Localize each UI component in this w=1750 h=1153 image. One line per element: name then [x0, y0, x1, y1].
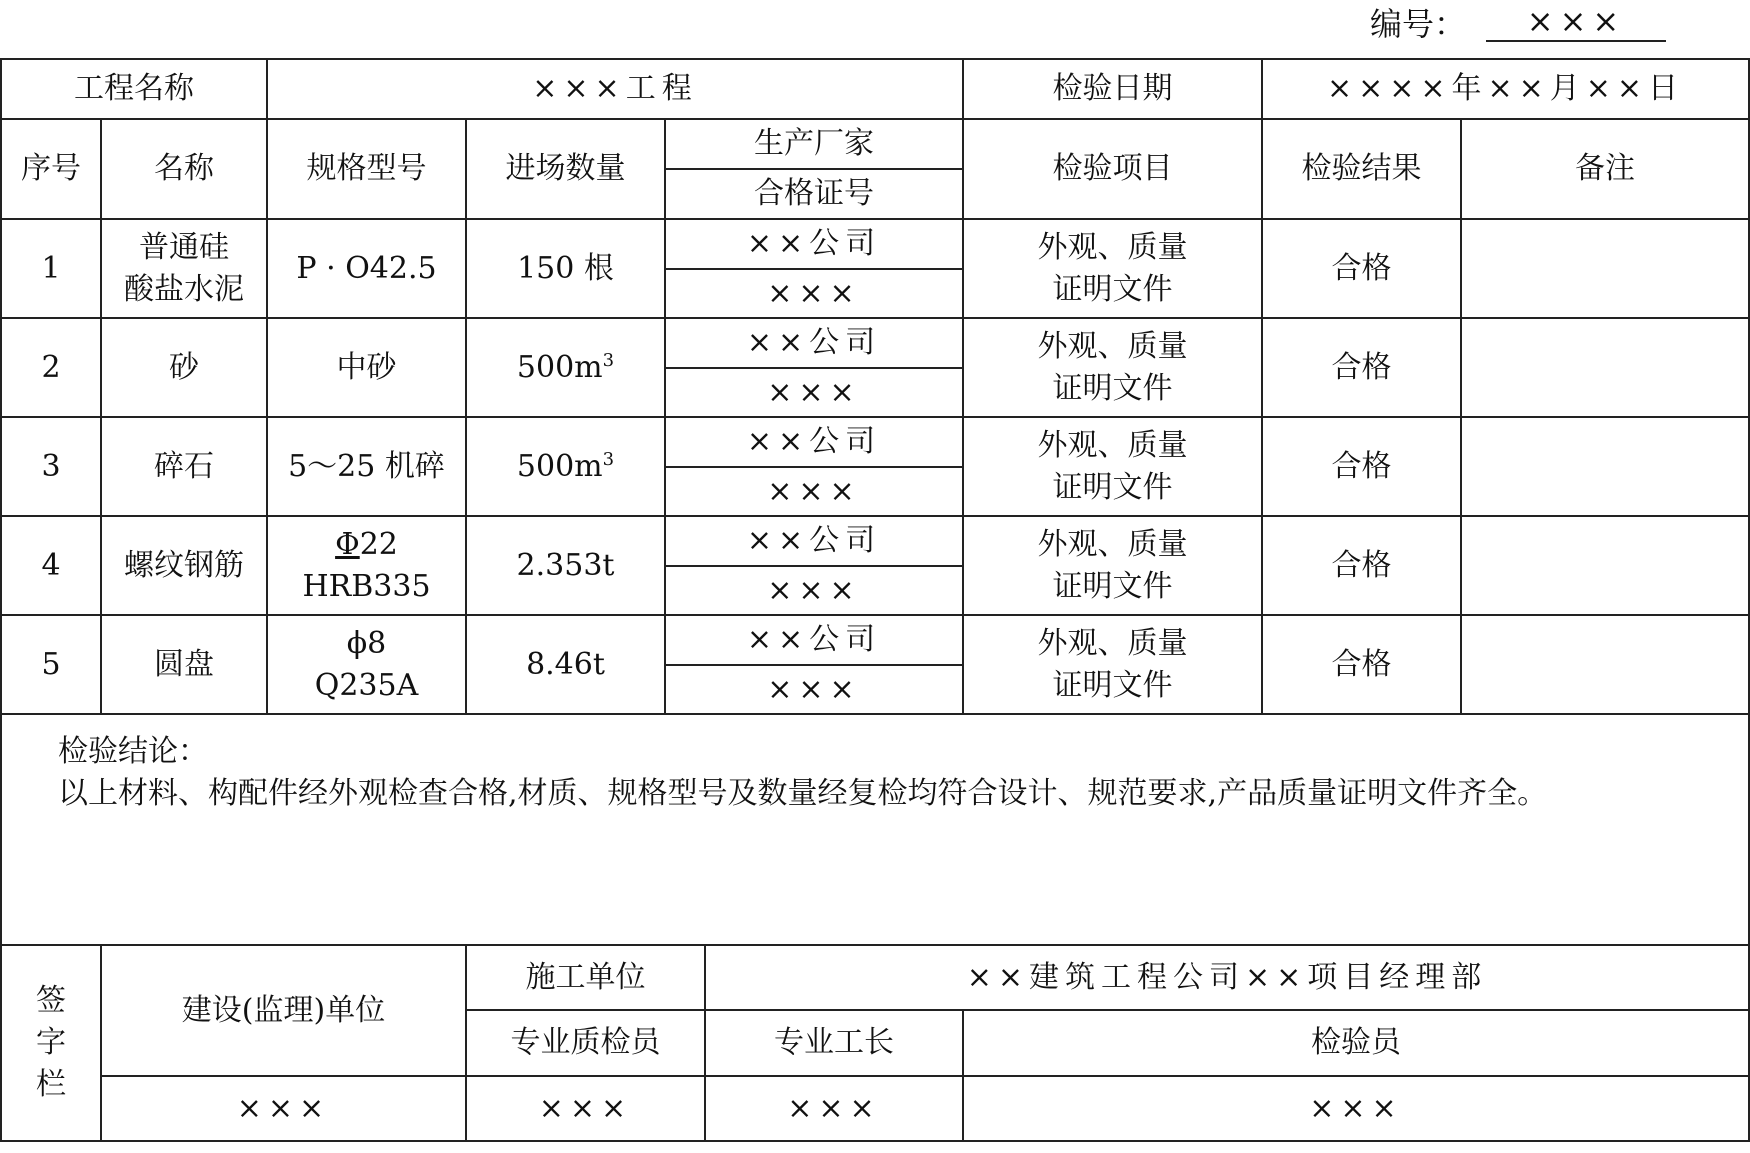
row-quantity: 8.46t	[466, 615, 665, 714]
row-result: 合格	[1262, 615, 1461, 714]
row-spec: 中砂	[267, 318, 466, 417]
table-row	[1, 615, 1749, 665]
row-certificate: ×××	[665, 566, 963, 615]
tester-signature: ×××	[963, 1076, 1749, 1141]
row-spec: P · O42.5	[267, 219, 466, 318]
row-name: 螺纹钢筋	[101, 516, 267, 615]
col-header-items: 检验项目	[963, 119, 1262, 219]
row-name: 砂	[101, 318, 267, 417]
rebar-grade-symbol: Φ	[335, 526, 360, 562]
col-header-seq: 序号	[1, 119, 101, 219]
conclusion-row	[1, 714, 1749, 945]
row-remarks	[1461, 615, 1749, 714]
col-header-name: 名称	[101, 119, 267, 219]
row-certificate: ×××	[665, 467, 963, 516]
col-header-quantity: 进场数量	[466, 119, 665, 219]
row-remarks	[1461, 219, 1749, 318]
table-row	[1, 219, 1749, 269]
column-header-row	[1, 119, 1749, 169]
row-spec: Φ22 HRB335	[267, 516, 466, 615]
foreman-signature: ×××	[705, 1076, 963, 1141]
row-items: 外观、质量 证明文件	[963, 219, 1262, 318]
row-spec: 5～25 机碎	[267, 417, 466, 516]
contractor-name: ××建筑工程公司××项目经理部	[705, 945, 1749, 1010]
row-result: 合格	[1262, 417, 1461, 516]
inspection-date-label: 检验日期	[963, 59, 1262, 119]
row-seq: 4	[1, 516, 101, 615]
signature-row-1	[1, 945, 1749, 1010]
row-quantity: $500m^3$	[466, 318, 665, 417]
row-manufacturer: ××公司	[665, 615, 963, 665]
row-name: 圆盘	[101, 615, 267, 714]
conclusion-label: 检验结论：	[58, 734, 208, 769]
row-name: 碎石	[101, 417, 267, 516]
tester-label: 检验员	[963, 1010, 1749, 1076]
col-header-spec: 规格型号	[267, 119, 466, 219]
conclusion-text: 以上材料、构配件经外观检查合格,材质、规格型号及数量经复检均符合设计、规范要求,产品质量证明文件齐全。	[58, 776, 1548, 811]
inspection-table	[0, 58, 1750, 1142]
col-header-result: 检验结果	[1262, 119, 1461, 219]
row-remarks	[1461, 318, 1749, 417]
table-row	[1, 318, 1749, 368]
row-quantity: 2.353t	[466, 516, 665, 615]
row-result: 合格	[1262, 219, 1461, 318]
row-quantity: $500m^3$	[466, 417, 665, 516]
row-certificate: ×××	[665, 368, 963, 417]
row-manufacturer: ××公司	[665, 417, 963, 467]
row-manufacturer: ××公司	[665, 318, 963, 368]
quality-inspector-label: 专业质检员	[466, 1010, 705, 1076]
row-seq: 2	[1, 318, 101, 417]
quality-inspector-signature: ×××	[466, 1076, 705, 1141]
document-number-value: ×××	[1486, 2, 1666, 42]
row-items: 外观、质量 证明文件	[963, 318, 1262, 417]
signature-section-title: 签 字 栏	[1, 945, 101, 1141]
row-items: 外观、质量 证明文件	[963, 417, 1262, 516]
table-row	[1, 417, 1749, 467]
conclusion-cell	[1, 714, 1749, 945]
row-certificate: ×××	[665, 269, 963, 318]
owner-unit-label: 建设(监理)单位	[101, 945, 466, 1076]
row-seq: 5	[1, 615, 101, 714]
col-header-manufacturer: 生产厂家	[665, 119, 963, 169]
col-header-certificate: 合格证号	[665, 169, 963, 219]
project-name-label: 工程名称	[1, 59, 267, 119]
row-items: 外观、质量 证明文件	[963, 615, 1262, 714]
row-remarks	[1461, 417, 1749, 516]
signature-row-3	[1, 1076, 1749, 1141]
table-row	[1, 516, 1749, 566]
inspection-date-value: ××××年××月××日	[1262, 59, 1749, 119]
contractor-label: 施工单位	[466, 945, 705, 1010]
row-manufacturer: ××公司	[665, 219, 963, 269]
document-number	[1370, 0, 1666, 44]
row-certificate: ×××	[665, 665, 963, 714]
foreman-label: 专业工长	[705, 1010, 963, 1076]
row-manufacturer: ××公司	[665, 516, 963, 566]
row-spec: ϕ8 Q235A	[267, 615, 466, 714]
document-number-label: 编号：	[1370, 5, 1467, 43]
row-seq: 1	[1, 219, 101, 318]
col-header-remarks: 备注	[1461, 119, 1749, 219]
row-result: 合格	[1262, 516, 1461, 615]
row-quantity: 150 根	[466, 219, 665, 318]
owner-signature: ×××	[101, 1076, 466, 1141]
row-result: 合格	[1262, 318, 1461, 417]
row-seq: 3	[1, 417, 101, 516]
project-row	[1, 59, 1749, 119]
row-remarks	[1461, 516, 1749, 615]
project-name-value: ×××工程	[267, 59, 963, 119]
row-name: 普通硅 酸盐水泥	[101, 219, 267, 318]
row-items: 外观、质量 证明文件	[963, 516, 1262, 615]
